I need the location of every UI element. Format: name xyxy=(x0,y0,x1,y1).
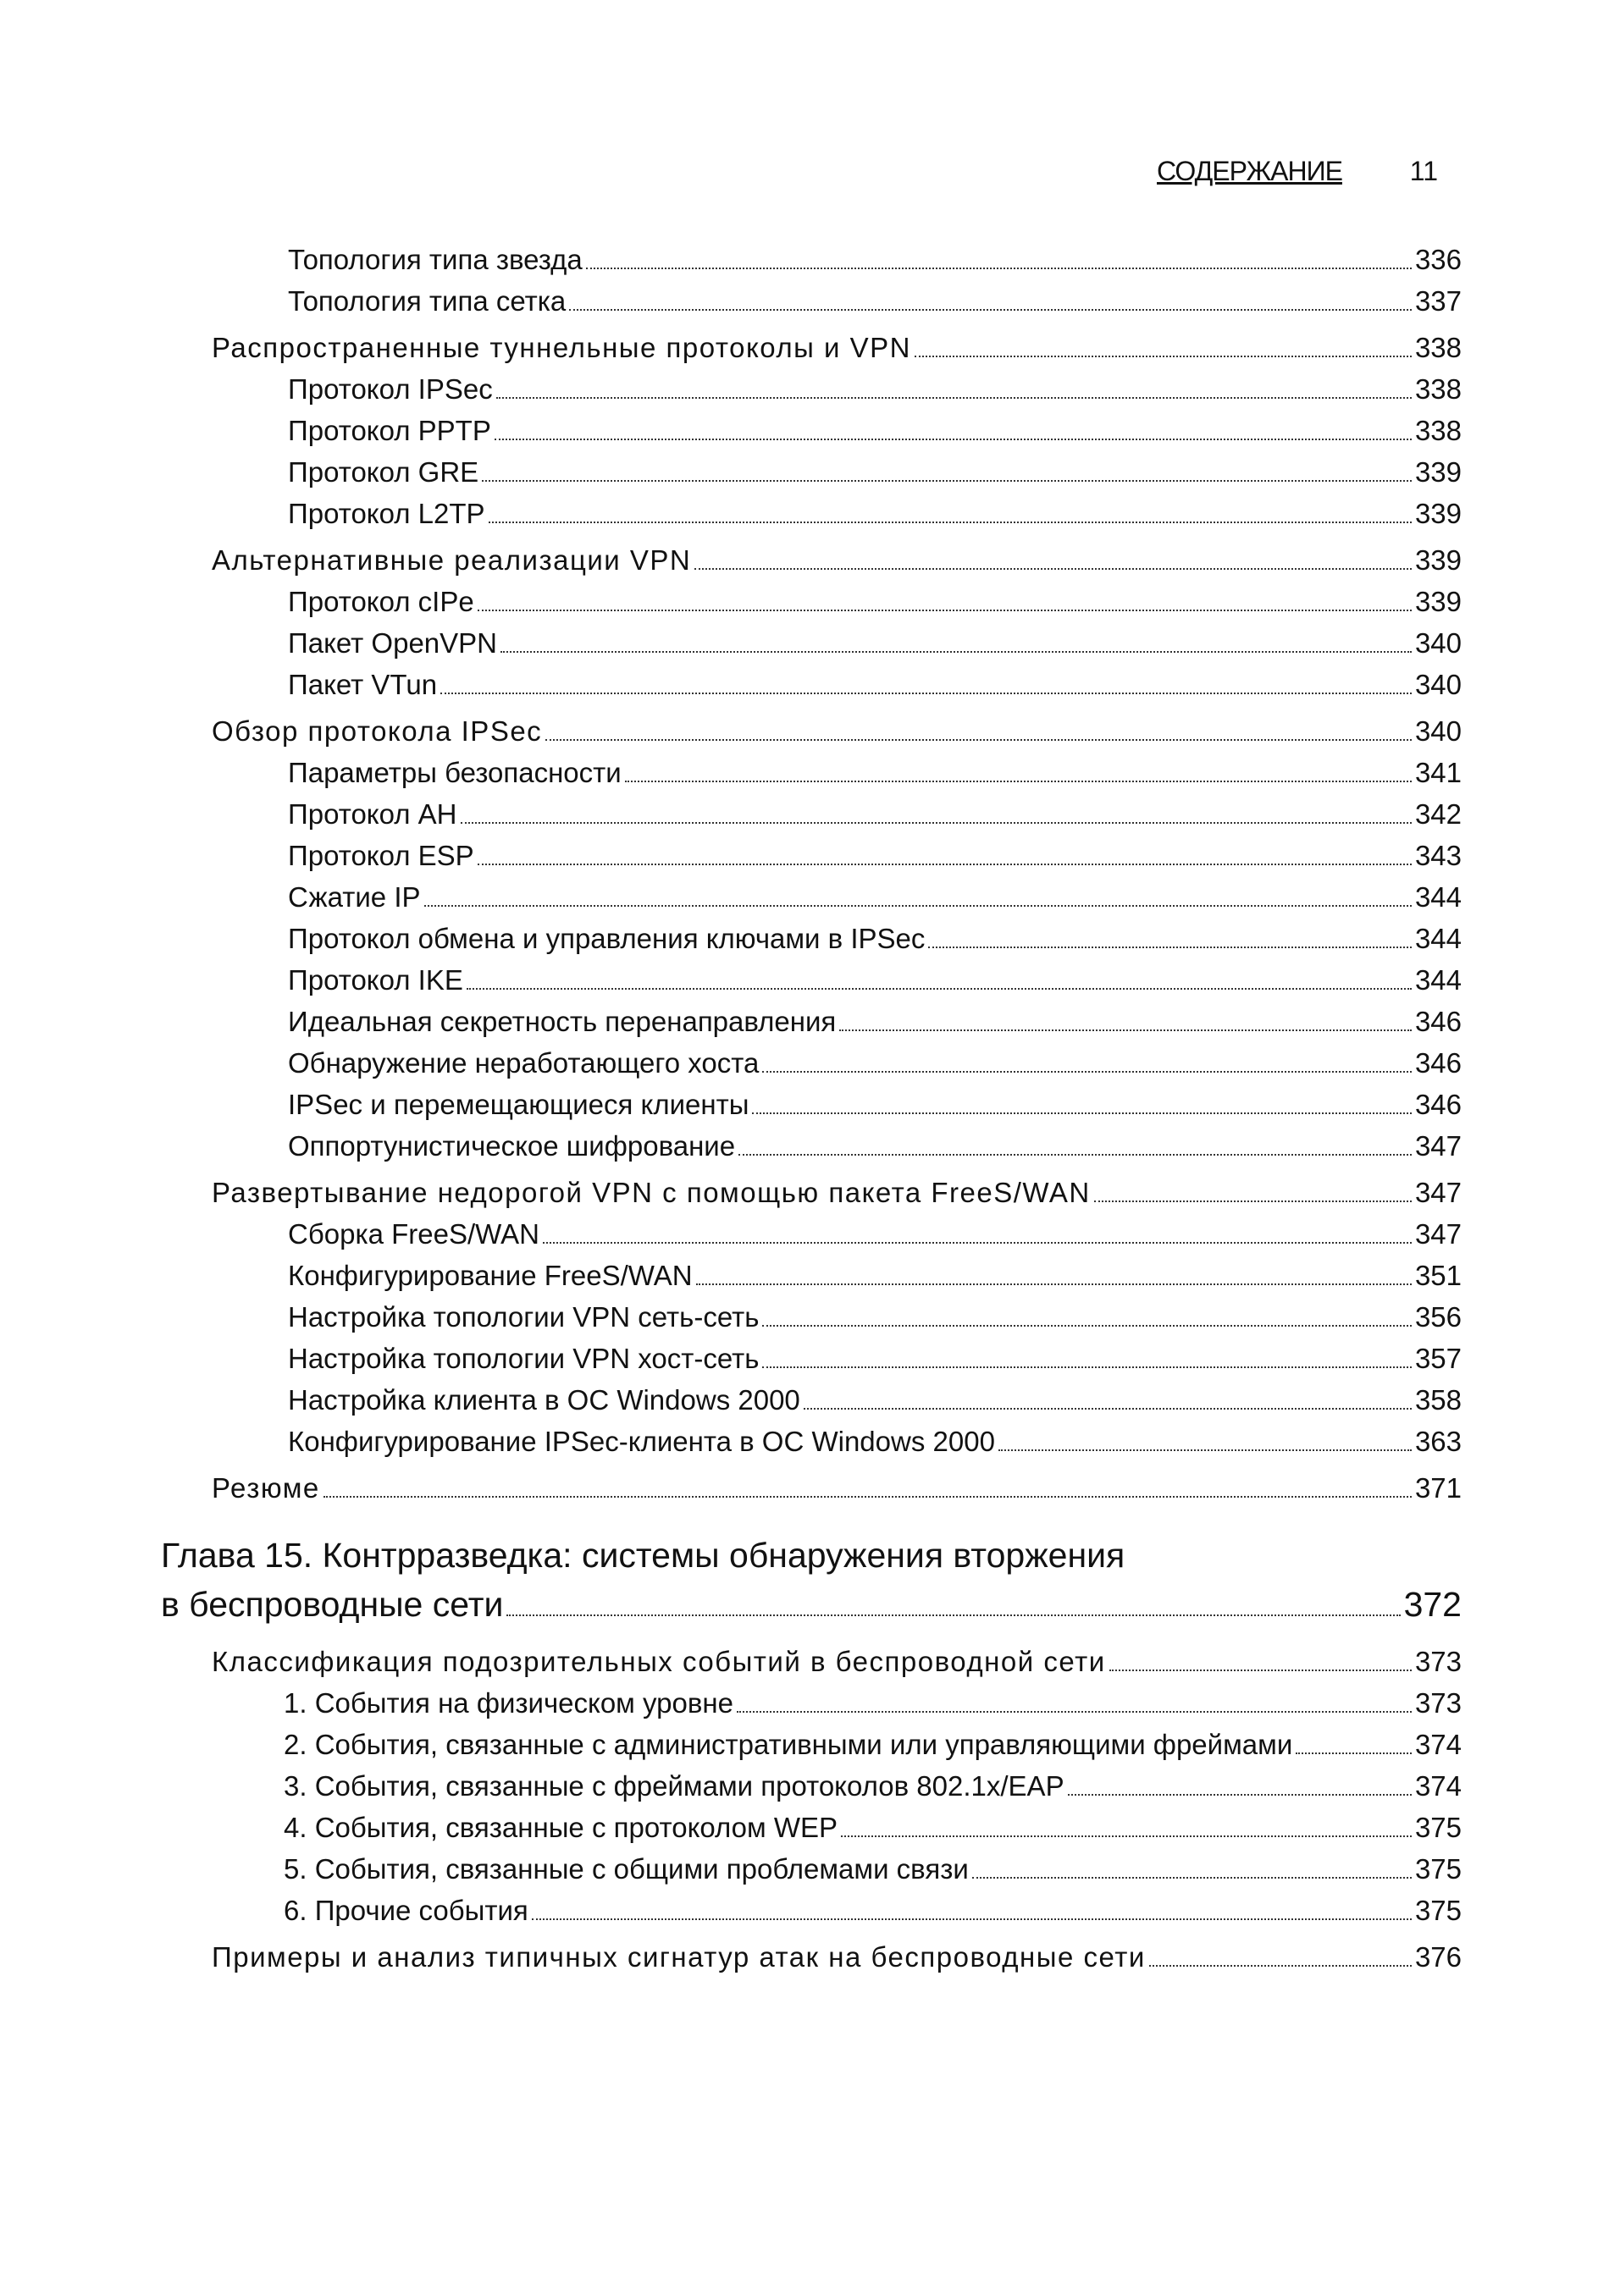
toc-entry-title: Топология типа звезда xyxy=(288,244,583,275)
toc-entry-title: Резюме xyxy=(212,1472,320,1504)
toc-entry-page-number: 339 xyxy=(1414,544,1462,576)
toc-entry-title: Классификация подозрительных событий в беспроводной сети xyxy=(212,1646,1106,1677)
dot-leader xyxy=(586,268,1412,269)
toc-entry[interactable] xyxy=(161,1641,1462,1682)
dot-leader xyxy=(972,1877,1412,1879)
toc-entry-page-number: 346 xyxy=(1414,1047,1462,1079)
toc-entry[interactable] xyxy=(161,1467,1462,1509)
toc-entry[interactable] xyxy=(161,327,1462,368)
toc-entry-page-number: 363 xyxy=(1414,1426,1462,1457)
toc-entry-title: Обнаружение неработающего хоста xyxy=(288,1047,760,1079)
dot-leader xyxy=(543,1242,1412,1244)
dot-leader xyxy=(496,397,1412,399)
toc-entry-title: Конфигурирование IPSec-клиента в ОС Windows 2000 xyxy=(288,1426,995,1457)
toc-entry-title: Идеальная секретность перенаправления xyxy=(288,1006,837,1037)
toc-entry-title: Протокол PPTP xyxy=(288,415,491,446)
dot-leader xyxy=(762,1366,1411,1368)
toc-entry-title: Сжатие IP xyxy=(288,881,421,913)
toc-entry-page-number: 347 xyxy=(1414,1130,1462,1162)
dot-leader xyxy=(1109,1670,1412,1671)
toc-entry-page-number: 344 xyxy=(1414,881,1462,913)
toc-entry-title: Настройка топологии VPN хост-сеть xyxy=(288,1343,760,1374)
toc-entry[interactable] xyxy=(161,1084,1462,1125)
dot-leader xyxy=(625,781,1412,782)
dot-leader xyxy=(532,1918,1412,1920)
toc-entry-page-number: 338 xyxy=(1414,373,1462,405)
toc-entry-title: Протокол IPSec xyxy=(288,373,493,405)
toc-entry[interactable] xyxy=(161,1765,1462,1807)
toc-entry-page-number: 344 xyxy=(1414,964,1462,996)
dot-leader xyxy=(461,822,1412,824)
toc-entry-page-number: 346 xyxy=(1414,1089,1462,1120)
toc-entry-page-number: 339 xyxy=(1414,456,1462,488)
toc-entry[interactable] xyxy=(161,1807,1462,1848)
dot-leader xyxy=(762,1325,1412,1327)
toc-section-chapter-14 xyxy=(161,239,1462,1509)
toc-entry[interactable] xyxy=(161,1296,1462,1338)
toc-entry-page-number: 374 xyxy=(1414,1729,1462,1760)
toc-entry-page-number: 376 xyxy=(1414,1941,1462,1973)
toc-entry[interactable] xyxy=(161,876,1462,918)
toc-entry-title: Распространенные туннельные протоколы и VPN xyxy=(212,332,912,363)
dot-leader xyxy=(478,864,1412,865)
toc-entry-page-number: 343 xyxy=(1414,840,1462,871)
dot-leader xyxy=(495,439,1412,440)
dot-leader xyxy=(500,651,1412,653)
toc-entry-page-number: 375 xyxy=(1414,1812,1462,1843)
chapter-heading[interactable] xyxy=(161,1531,1462,1629)
toc-entry-title: Оппортунистическое шифрование xyxy=(288,1130,736,1162)
toc-entry-title: Параметры безопасности xyxy=(288,757,622,788)
toc-entry[interactable] xyxy=(161,539,1462,581)
dot-leader xyxy=(467,988,1412,990)
dot-leader xyxy=(737,1711,1412,1713)
chapter-title-line2-text: в беспроводные сети xyxy=(161,1585,504,1624)
chapter-title-line2 xyxy=(161,1580,1462,1629)
dot-leader xyxy=(804,1408,1412,1410)
toc-entry-title: Сборка FreeS/WAN xyxy=(288,1218,539,1250)
toc-entry-title: Настройка топологии VPN сеть-сеть xyxy=(288,1301,760,1333)
dot-leader xyxy=(506,1614,1400,1616)
toc-entry[interactable] xyxy=(161,752,1462,793)
chapter-page-number: 372 xyxy=(1403,1585,1462,1624)
dot-leader xyxy=(1068,1794,1412,1796)
toc-entry-title: 1. События на физическом уровне xyxy=(284,1687,733,1719)
toc-entry-title: 5. События, связанные с общими проблемами связи xyxy=(284,1853,969,1885)
toc-entry-page-number: 356 xyxy=(1414,1301,1462,1333)
toc-entry[interactable] xyxy=(161,280,1462,322)
toc-entry-page-number: 357 xyxy=(1414,1343,1462,1374)
dot-leader xyxy=(424,905,1412,907)
toc-entry-page-number: 338 xyxy=(1414,332,1462,363)
toc-entry[interactable] xyxy=(161,239,1462,280)
toc-entry[interactable] xyxy=(161,710,1462,752)
toc-entry-page-number: 347 xyxy=(1414,1177,1462,1208)
toc-entry-title: Пакет VTun xyxy=(288,669,438,700)
header-page-number: 11 xyxy=(1409,156,1438,186)
toc-entry[interactable] xyxy=(161,1125,1462,1167)
toc-entry[interactable] xyxy=(161,1724,1462,1765)
toc-entry-page-number: 371 xyxy=(1414,1472,1462,1504)
running-header xyxy=(1143,146,1448,196)
toc-entry-page-number: 347 xyxy=(1414,1218,1462,1250)
toc-entry-title: 6. Прочие события xyxy=(284,1895,528,1926)
toc-entry[interactable] xyxy=(161,835,1462,876)
toc-entry[interactable] xyxy=(161,1255,1462,1296)
dot-leader xyxy=(915,356,1412,357)
toc-entry-page-number: 340 xyxy=(1414,627,1462,659)
toc-entry-title: Пакет OpenVPN xyxy=(288,627,498,659)
dot-leader xyxy=(696,1283,1412,1285)
toc-entry[interactable] xyxy=(161,1682,1462,1724)
toc-entry[interactable] xyxy=(161,664,1462,705)
toc-entry-page-number: 339 xyxy=(1414,586,1462,617)
toc-entry[interactable] xyxy=(161,581,1462,622)
dot-leader xyxy=(482,480,1412,482)
dot-leader xyxy=(323,1496,1412,1498)
toc-entry-title: Протокол cIPe xyxy=(288,586,474,617)
toc-entry-page-number: 336 xyxy=(1414,244,1462,275)
dot-leader xyxy=(478,610,1412,611)
toc-entry-title: Протокол GRE xyxy=(288,456,479,488)
toc-entry-page-number: 374 xyxy=(1414,1770,1462,1802)
toc-entry-title: 2. События, связанные с административными или управляющими фреймами xyxy=(284,1729,1293,1760)
toc-entry-page-number: 346 xyxy=(1414,1006,1462,1037)
toc-entry[interactable] xyxy=(161,622,1462,664)
toc-entry-page-number: 340 xyxy=(1414,669,1462,700)
toc-entry-page-number: 337 xyxy=(1414,285,1462,317)
toc-entry-title: IPSec и перемещающиеся клиенты xyxy=(288,1089,749,1120)
toc-entry-page-number: 375 xyxy=(1414,1853,1462,1885)
dot-leader xyxy=(752,1112,1412,1114)
chapter-title-line1: Глава 15. Контрразведка: системы обнаружения вторжения xyxy=(161,1536,1125,1575)
dot-leader xyxy=(545,739,1412,741)
toc-entry[interactable] xyxy=(161,410,1462,451)
dot-leader xyxy=(694,568,1412,570)
dot-leader xyxy=(928,947,1412,948)
toc-entry-page-number: 344 xyxy=(1414,923,1462,954)
toc-entry[interactable] xyxy=(161,1042,1462,1084)
toc-entry-title: Конфигурирование FreeS/WAN xyxy=(288,1260,693,1291)
toc-entry-title: 3. События, связанные с фреймами протоколов 802.1x/EAP xyxy=(284,1770,1064,1802)
table-of-contents xyxy=(161,239,1462,1978)
toc-entry[interactable] xyxy=(161,1213,1462,1255)
toc-entry[interactable] xyxy=(161,368,1462,410)
toc-entry-title: Протокол L2TP xyxy=(288,498,485,529)
toc-entry-page-number: 373 xyxy=(1414,1687,1462,1719)
toc-entry-page-number: 342 xyxy=(1414,798,1462,830)
toc-entry[interactable] xyxy=(161,1890,1462,1931)
toc-entry-title: Альтернативные реализации VPN xyxy=(212,544,692,576)
toc-entry-page-number: 341 xyxy=(1414,757,1462,788)
toc-entry-page-number: 338 xyxy=(1414,415,1462,446)
toc-entry-page-number: 373 xyxy=(1414,1646,1462,1677)
dot-leader xyxy=(762,1071,1412,1073)
toc-entry[interactable] xyxy=(161,793,1462,835)
dot-leader xyxy=(738,1154,1412,1156)
toc-entry-title: Настройка клиента в ОС Windows 2000 xyxy=(288,1384,800,1416)
toc-entry-title: Обзор протокола IPSec xyxy=(212,715,543,747)
dot-leader xyxy=(841,1835,1412,1837)
toc-entry[interactable] xyxy=(161,1338,1462,1379)
toc-entry[interactable] xyxy=(161,1848,1462,1890)
toc-entry-title: Протокол ESP xyxy=(288,840,474,871)
toc-entry-title: Топология типа сетка xyxy=(288,285,567,317)
toc-entry[interactable] xyxy=(161,1421,1462,1462)
dot-leader xyxy=(489,522,1412,523)
toc-entry-title: Протокол AH xyxy=(288,798,457,830)
toc-entry-title: Примеры и анализ типичных сигнатур атак на беспроводные сети xyxy=(212,1941,1146,1973)
toc-entry[interactable] xyxy=(161,1936,1462,1978)
toc-entry-page-number: 340 xyxy=(1414,715,1462,747)
toc-entry-title: Развертывание недорогой VPN с помощью пакета FreeS/WAN xyxy=(212,1177,1091,1208)
toc-entry-page-number: 375 xyxy=(1414,1895,1462,1926)
toc-entry-page-number: 339 xyxy=(1414,498,1462,529)
toc-entry-page-number: 351 xyxy=(1414,1260,1462,1291)
dot-leader xyxy=(440,693,1412,694)
toc-entry[interactable] xyxy=(161,918,1462,959)
toc-entry[interactable] xyxy=(161,1172,1462,1213)
toc-entry[interactable] xyxy=(161,1001,1462,1042)
toc-entry[interactable] xyxy=(161,451,1462,493)
toc-entry[interactable] xyxy=(161,959,1462,1001)
toc-entry-title: Протокол обмена и управления ключами в IPSec xyxy=(288,923,926,954)
toc-entry-title: 4. События, связанные с протоколом WEP xyxy=(284,1812,838,1843)
dot-leader xyxy=(1149,1965,1412,1967)
toc-section-chapter-15 xyxy=(161,1641,1462,1978)
toc-entry-page-number: 358 xyxy=(1414,1384,1462,1416)
header-section-title: СОДЕРЖАНИЕ xyxy=(1157,156,1342,186)
dot-leader xyxy=(839,1029,1412,1031)
dot-leader xyxy=(998,1449,1412,1451)
toc-entry[interactable] xyxy=(161,493,1462,534)
toc-entry-title: Протокол IKE xyxy=(288,964,463,996)
dot-leader xyxy=(1094,1200,1412,1202)
dot-leader xyxy=(569,309,1412,311)
dot-leader xyxy=(1296,1752,1412,1754)
toc-entry[interactable] xyxy=(161,1379,1462,1421)
